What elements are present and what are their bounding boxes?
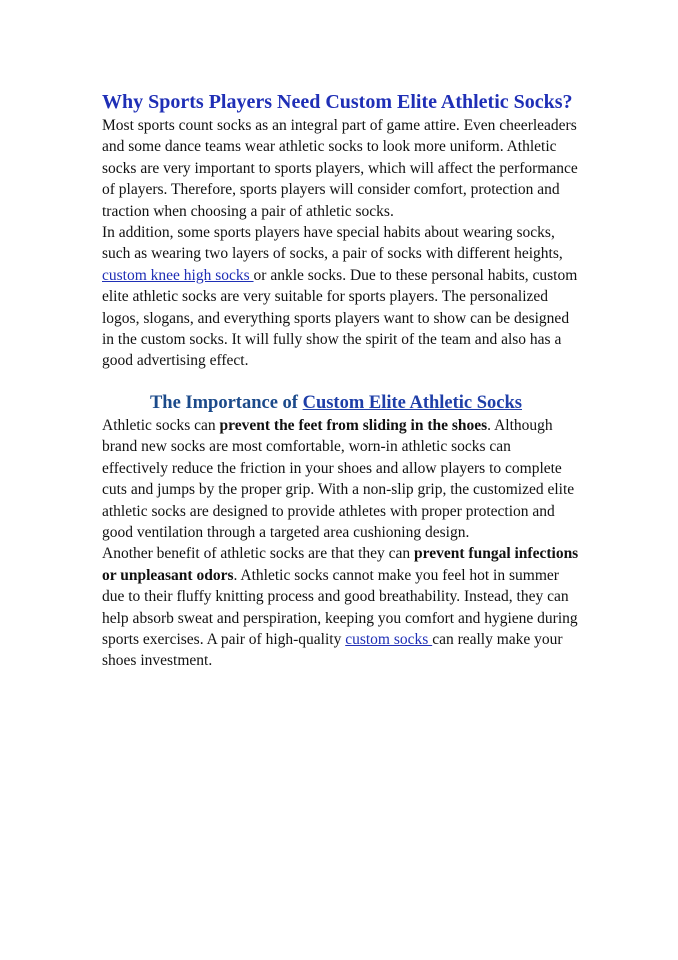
intro-paragraph: Most sports count socks as an integral part of game attire. Even cheerleaders and some dance teams wear athletic socks to look more uniform. Athletic socks are very important to sports players, which will affect the performance of players. Therefore, sports players will consider comfort, protection and traction when choosing a pair of athletic socks.: [102, 117, 578, 220]
grip-text-after-bold: . Although brand new socks are most comfortable, worn-in athletic socks can effectively reduce the friction in your shoes and allow players to complete cuts and jumps by the proper grip. With a non-slip grip, the customized elite athletic socks are designed to provide athletes with proper protection and good ventilation through a targeted area cushioning design.: [102, 416, 575, 541]
grip-text-before-bold: Athletic socks can: [102, 416, 220, 434]
odor-paragraph: [102, 543, 580, 671]
section-heading: [102, 391, 580, 415]
grip-bold-phrase: prevent the feet from sliding in the shoes: [219, 416, 488, 434]
grip-paragraph: [102, 415, 580, 543]
document-page: [102, 90, 580, 672]
custom-elite-athletic-socks-link[interactable]: Custom Elite Athletic Socks: [302, 392, 523, 413]
habits-text-after-link: or ankle socks. Due to these personal habits, custom elite athletic socks are very suitable for sports players. The personalized logos, slogans, and everything sports players want to show can be designed in the custom socks. It will fully show the spirit of the team and also has a good advertising effect.: [102, 266, 578, 370]
habits-paragraph: [102, 222, 580, 372]
section-heading-prefix: The Importance of: [149, 392, 303, 413]
custom-socks-link[interactable]: custom socks: [345, 630, 433, 648]
page-title: Why Sports Players Need Custom Elite Athletic Socks?: [102, 91, 573, 113]
odor-text-after-link: can really make your shoes investment.: [102, 630, 563, 670]
odor-bold-phrase: prevent fungal infections or unpleasant odors: [102, 545, 579, 584]
custom-knee-high-socks-link[interactable]: custom knee high socks: [102, 266, 254, 284]
odor-text-before-bold: Another benefit of athletic socks are that they can: [102, 545, 415, 563]
odor-text-middle: . Athletic socks cannot make you feel hot in summer due to their fluffy knitting process and good breathability. Instead, they can help absorb sweat and perspiration, keeping you comfort and hygiene during sports exercises. A pair of high-quality: [102, 566, 578, 648]
habits-text-before-link: In addition, some sports players have special habits about wearing socks, such as wearing two layers of socks, a pair of socks with different heights,: [102, 224, 563, 263]
